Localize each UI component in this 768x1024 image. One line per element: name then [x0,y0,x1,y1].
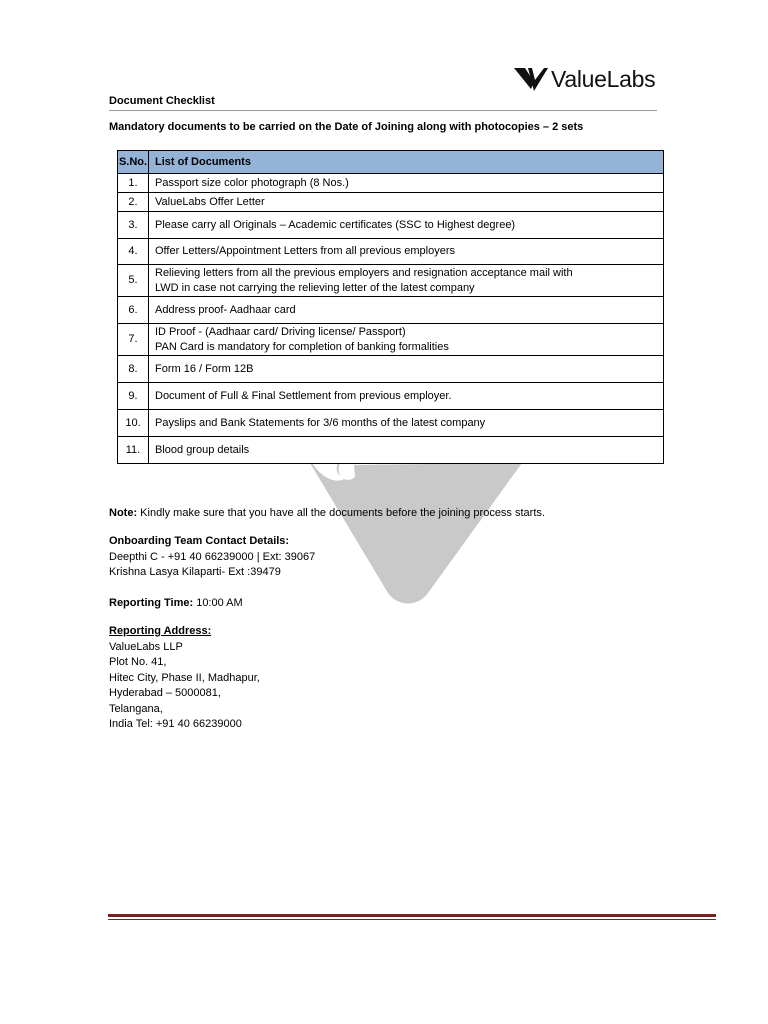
table-row [118,239,664,265]
note-text: Kindly make sure that you have all the documents before the joining process starts. [137,507,545,519]
document-title: Document Checklist [109,95,215,107]
watermark-logo-icon [300,455,522,605]
note-paragraph [109,506,545,522]
reporting-time [109,596,243,612]
contact-line: Krishna Lasya Kilaparti- Ext :39479 [109,566,281,578]
row-number: 4. [118,239,149,265]
row-document [149,174,664,193]
row-number: 9. [118,383,149,410]
table-row [118,212,664,239]
reporting-address [109,624,260,733]
table-row [118,324,664,356]
address-line: India Tel: +91 40 66239000 [109,718,242,730]
reporting-time-value: 10:00 AM [193,597,243,609]
row-number: 3. [118,212,149,239]
address-line: ValueLabs LLP [109,640,183,653]
address-line: Telangana, [109,702,163,715]
reporting-time-label: Reporting Time: [109,597,194,609]
row-line: Please carry all Originals – Academic certificates (SSC to Highest degree) [155,218,516,231]
address-line: Hyderabad – 5000081, [109,687,221,699]
row-line: PAN Card is mandatory for completion of banking formalities [155,340,449,353]
row-document [149,239,664,265]
row-document [149,324,664,356]
table-row [118,383,664,410]
row-line: Relieving letters from all the previous employers and resignation acceptance mail with [155,266,573,279]
row-document [149,410,664,437]
row-document [149,383,664,410]
table-row [118,410,664,437]
row-line: LWD in case not carrying the relieving letter of the latest company [155,281,475,294]
note-label: Note: [109,507,138,519]
valuelabs-logo-icon [514,65,548,93]
row-number: 2. [118,193,149,212]
row-line: Payslips and Bank Statements for 3/6 months of the latest company [155,416,486,429]
table-row [118,356,664,383]
address-heading: Reporting Address: [109,625,212,637]
row-number: 10. [118,410,149,437]
contacts-heading: Onboarding Team Contact Details: [109,535,290,547]
row-number: 8. [118,356,149,383]
row-document [149,265,664,297]
footer-rule-thick [108,914,716,917]
row-document [149,212,664,239]
table-row [118,437,664,464]
table-row [118,265,664,297]
row-document [149,437,664,464]
row-line: Passport size color photograph (8 Nos.) [155,176,349,189]
row-line: Form 16 / Form 12B [155,362,254,375]
row-document [149,297,664,324]
row-line: ValueLabs Offer Letter [155,195,265,208]
row-document [149,193,664,212]
header-sno: S.No. [118,151,149,174]
documents-table [117,150,664,464]
logo-text: ValueLabs [551,65,656,92]
row-number: 1. [118,174,149,193]
row-line: ID Proof - (Aadhaar card/ Driving license/ Passport) [155,325,406,338]
contact-line: Deepthi C - +91 40 66239000 | Ext: 39067 [109,550,316,563]
row-number: 6. [118,297,149,324]
valuelabs-logo [514,64,655,94]
row-line: Offer Letters/Appointment Letters from all previous employers [155,245,455,257]
row-line: Blood group details [155,443,250,456]
table-row [118,174,664,193]
contact-details [109,534,315,581]
header-list-of-documents: List of Documents [149,151,664,174]
row-number: 11. [118,437,149,464]
table-row [118,297,664,324]
address-line: Hitec City, Phase II, Madhapur, [109,671,260,684]
row-number: 7. [118,324,149,356]
table-header-row [118,151,664,174]
row-document [149,356,664,383]
header-divider [109,110,657,111]
document-subtitle: Mandatory documents to be carried on the Date of Joining along with photocopies – 2 sets [109,121,584,133]
row-line: Address proof- Aadhaar card [155,303,296,316]
row-number: 5. [118,265,149,297]
row-line: Document of Full & Final Settlement from previous employer. [155,389,452,402]
address-line: Plot No. 41, [109,656,167,668]
footer-rule-thin [108,919,716,920]
table-row [118,193,664,212]
